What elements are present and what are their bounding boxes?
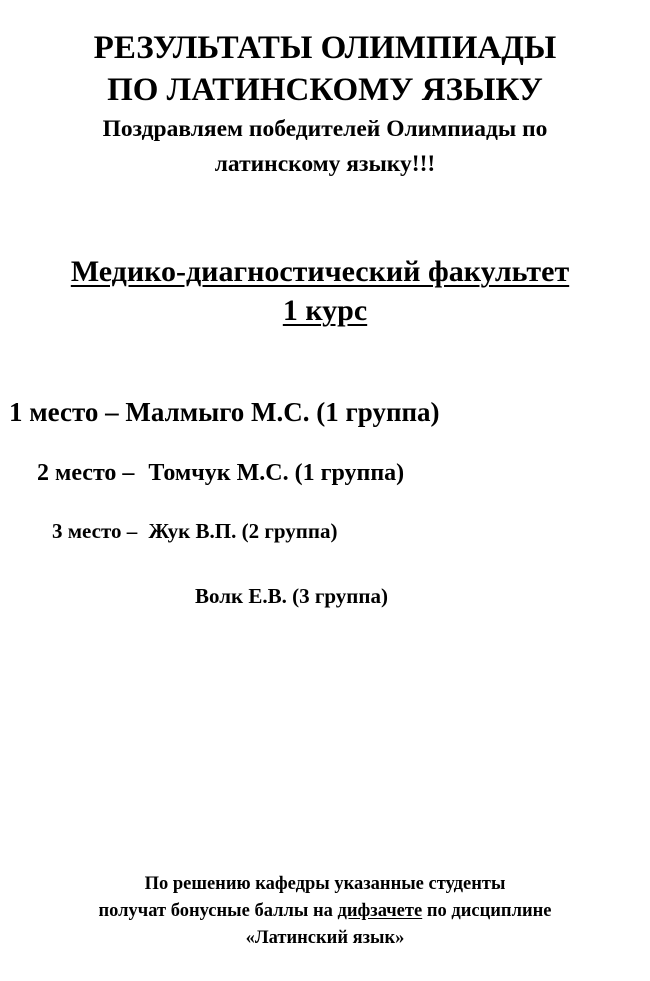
footer-line-2-suffix: по дисциплине — [426, 901, 552, 921]
winner-group: (1 группа) — [294, 460, 405, 486]
place-label: 2 место – — [37, 460, 135, 486]
congrats-line-1: Поздравляем победителей Олимпиады по — [102, 116, 548, 142]
footer-line-1: По решению кафедры указанные студенты — [144, 874, 506, 894]
winner-second-place — [37, 460, 404, 487]
winner-group: (1 группа) — [316, 397, 440, 427]
winner-name: Малмыго М.С. — [125, 397, 310, 427]
winner-name: Волк Е.В. — [195, 584, 287, 608]
winner-third-place — [52, 519, 337, 544]
winner-name: Жук В.П. — [148, 519, 237, 543]
footer-line-2 — [0, 898, 650, 925]
footer-line-3: «Латинский язык» — [245, 928, 405, 948]
title-line-1: РЕЗУЛЬТАТЫ ОЛИМПИАДЫ — [93, 30, 557, 66]
winner-first-place — [9, 397, 440, 428]
course-label: 1 курс — [282, 294, 368, 327]
footer-underlined-word: дифзачете — [337, 901, 423, 921]
faculty-name: Медико-диагностический факультет — [70, 255, 570, 288]
footer-line-2-prefix: получат бонусные баллы на — [98, 901, 333, 921]
winner-name: Томчук М.С. — [148, 460, 289, 486]
winner-group: (2 группа) — [241, 519, 338, 543]
title-line-2: ПО ЛАТИНСКОМУ ЯЗЫКУ — [107, 72, 543, 108]
winner-group: (3 группа) — [292, 584, 388, 608]
place-label: 3 место – — [52, 519, 138, 543]
place-label: 1 место – — [9, 397, 119, 427]
winner-third-place-shared — [195, 584, 388, 609]
congrats-line-2: латинскому языку!!! — [214, 151, 436, 177]
